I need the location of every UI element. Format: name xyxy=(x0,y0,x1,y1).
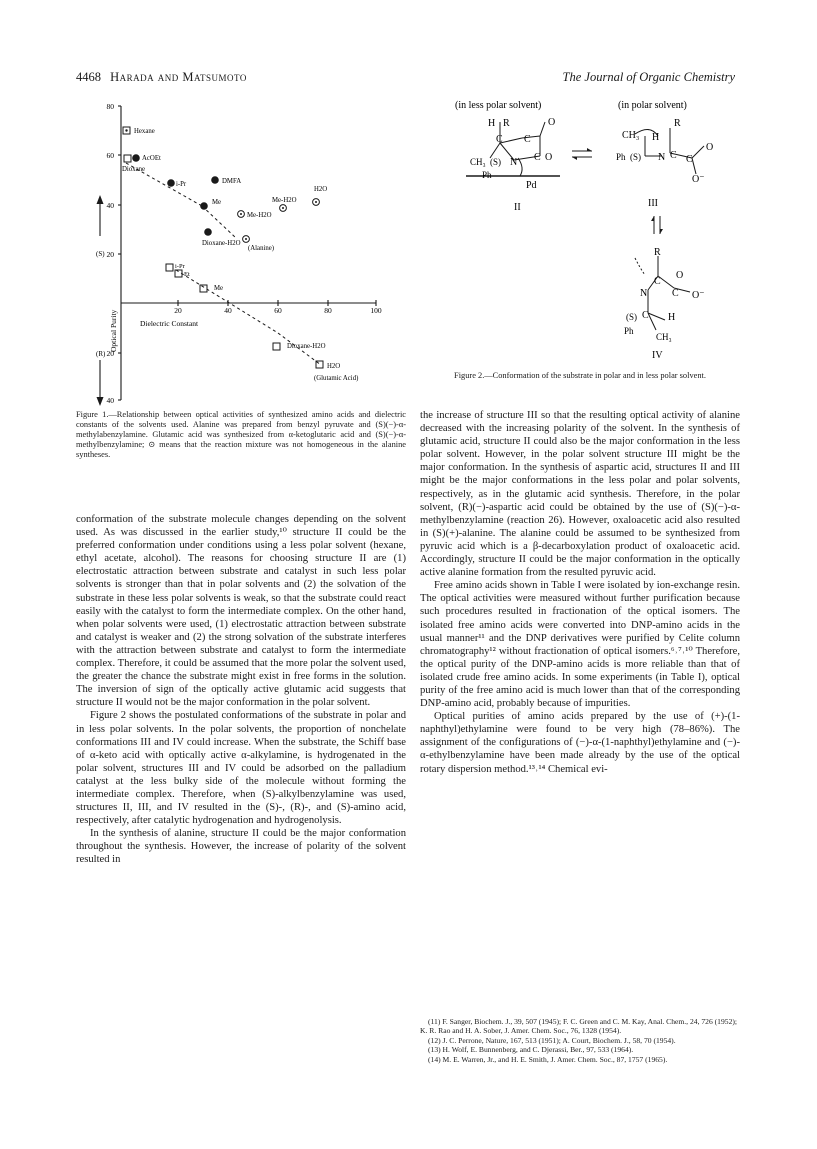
svg-text:O: O xyxy=(545,152,553,163)
y-axis-label: Optical Purity xyxy=(109,309,118,352)
svg-text:O⁻: O⁻ xyxy=(692,174,705,185)
paragraph: Figure 2 shows the postulated conformations of the substrate in polar and in less polar solvents. In the polar solvents, the proportion of nonchelate conformations III and IV could increase. When the substrate, the Schiff base of α-keto acid with optically active α-alkylamine, is hydrogenated in the polar solvent, structures III and IV could be adsorbed on the palladium catalyst at the less bulky side of the molecule without forming the intermediate complex. Therefore, when (S)-alkylbenzylamine was used, structures II, III, and IV resulted in the (S)-, (R)-, and (S)-amino acid, respectively, after catalytic hydrogenation and hydrogenolysis. xyxy=(76,710,406,827)
journal-title: The Journal of Organic Chemistry xyxy=(562,70,735,84)
x-axis-label: Dielectric Constant xyxy=(140,319,199,328)
paragraph: Free amino acids shown in Table I were isolated by ion-exchange resin. The optical activities were measured without further purification because such procedures resulted in fractionation of the optical isomers. The isolated free amino acids were converted into DNP-amino acids in the usual manner¹¹ and the DNP derivatives were purified by Celite column chromatography¹² without fractionation of optical isomers.⁶˒⁷˒¹⁰ Therefore, the optical purity of the DNP-amino acids is more reliable than that of isolated crude free amino acids. In some experiments (in Table I), optical purity of the free amino acid is much lower than that of the corresponding DNP-amino acid, probably because of impurities. xyxy=(420,580,740,710)
svg-text:H: H xyxy=(668,312,676,323)
reference-12: (12) J. C. Perrone, Nature, 167, 513 (1951); A. Court, Biochem. J., 58, 70 (1954). xyxy=(428,1035,676,1045)
reference-13: (13) H. Wolf, E. Bunnenberg, and C. Djerassi, Ber., 97, 533 (1964). xyxy=(428,1045,634,1055)
svg-text:C: C xyxy=(524,134,531,145)
svg-text:O: O xyxy=(706,142,714,153)
svg-text:H: H xyxy=(652,132,660,143)
svg-text:N: N xyxy=(658,152,666,163)
x-tick-100: 100 xyxy=(370,306,382,315)
left-column xyxy=(76,513,406,867)
label-dmfa: DMFA xyxy=(222,178,242,185)
svg-text:(S): (S) xyxy=(490,157,501,167)
page-number: 4468 xyxy=(76,70,101,84)
label-h2o-low: H2O xyxy=(327,363,341,370)
svg-text:C: C xyxy=(672,288,679,299)
label-less-polar: (in less polar solvent) xyxy=(455,100,542,111)
label-hexane: Hexane xyxy=(134,128,155,135)
label-alanine: (Alanine) xyxy=(248,245,275,252)
svg-text:Ph: Ph xyxy=(616,152,626,162)
paragraph: Optical purities of amino acids prepared by the use of (+)-(1-naphthyl)ethylamine were found to be very high (78–86%). The assignment of the configurations of (−)-α-(1-naphthyl)ethylamine and (−)-α-ethylbenzylamine have been made already by the use of the optical rotary dispersion method.¹³˒¹⁴ Chemical evi- xyxy=(420,711,740,775)
paragraph: the increase of structure III so that the resulting optical activity of alanine decreased with the increasing polarity of the solvent. In the synthesis of glutamic acid, structure II could also be the major conformation in the less polar solvent. However, in the polar solvent structure III might be the major conformation. In the synthesis of aspartic acid, structures II and III might be the major conformations in the less polar and polar solvents, respectively, as in the glutamic acid synthesis. Therefore, in the polar solvent, (R)(−)-aspartic acid could be obtained by the use of (S)(−)-α-methylbenzylamine (reaction 26). However, oxaloacetic acid also resulted in (S)(+)-alanine. The alanine could be assumed to be synthesized from pyruvic acid which is a β-decarboxylation product of oxaloacetic acid. Accordingly, structure II could be the major conformation in the optically active alanine formation from the resulted pyruvic acid. xyxy=(420,410,740,579)
figure-1-caption: Figure 1.—Relationship between optical activities of synthesized amino acids and dielectric constants of the solvents used. Alanine was prepared from benzyl pyruvate and (S)(−)-α-methylabenzylamine. Glutamic acid was synthesized from α-ketoglutaric acid and (S)(−)-α-methylbenzylamine; ⊙ means that the reaction mixture was not homogeneous in the alanine syntheses. xyxy=(76,410,406,459)
svg-text:C: C xyxy=(670,150,677,161)
y-tick-20: 20 xyxy=(106,250,114,259)
paragraph: conformation of the substrate molecule changes depending on the solvent used. As was discussed in the earlier study,¹⁰ structure II could be the preferred conformation under conditions using a less polar solvent (hexane, ethyl acetate, alcohol). The reasons for choosing structure II are (1) electrostatic attraction between substrate and catalyst in such less polar solvents is stronger than that in polar solvents and (2) the solvation of the substrate in these less polar solvents is weak, so that the substrate could react easily with the catalyst to form the intermediate complex. On the other hand, when polar solvents were used, (1) electrostatic attraction between substrate and catalyst is weaker and (2) the strong solvation of the substrate interferes with the attraction between substrate and catalyst to form the intermediate complex. Therefore, it could be assumed that the more polar the solvent used, the greater the chance the substrate might exist in free forms in the solution. The inversion of sign of the optically active glutamic acid suggests that structure II would not be the major conformation in the polar solvent. xyxy=(76,514,406,709)
r-label: (R) xyxy=(96,350,106,358)
svg-text:Ph: Ph xyxy=(482,170,492,180)
header-authors: Harada and Matsumoto xyxy=(110,70,247,84)
figure-1-plot xyxy=(76,98,416,408)
point-acoet xyxy=(132,154,140,162)
reference-14: (14) M. E. Warren, Jr., and H. E. Smith, J. Amer. Chem. Soc., 87, 1757 (1965). xyxy=(428,1054,668,1064)
svg-text:CH₃: CH₃ xyxy=(470,157,486,167)
label-h2o-top: H2O xyxy=(314,186,328,193)
right-column xyxy=(420,409,740,776)
y-tick-40-r: 40 xyxy=(106,396,114,405)
point-hexane xyxy=(123,127,130,134)
label-glutamic: (Glutamic Acid) xyxy=(314,375,359,382)
label-et-low: Et xyxy=(184,271,190,278)
svg-text:C: C xyxy=(534,152,541,163)
label-acoet: AcOEt xyxy=(142,155,161,162)
reference-11: (11) F. Sanger, Biochem. J., 39, 507 (1945); F. C. Green and C. M. Kay, Anal. Chem., 24, 726 (1952); K. R. Rao and H. A. Sober, J. Amer. Chem. Soc., 76, 1328 (1954). xyxy=(420,1017,738,1036)
figure-2-caption: Figure 2.—Conformation of the substrate in polar and in less polar solvent. xyxy=(454,371,706,380)
svg-text:(S): (S) xyxy=(626,312,637,322)
figure-2-structures xyxy=(430,98,750,368)
point-me-h2o-mid xyxy=(238,211,245,218)
label-dioxane-h2o: Dioxane-H2O xyxy=(202,240,241,247)
point-ipr xyxy=(167,179,175,187)
svg-text:O⁻: O⁻ xyxy=(692,290,705,301)
label-ii: II xyxy=(514,202,521,213)
point-dioxane-h2o-low xyxy=(273,343,280,350)
point-dioxane-sq xyxy=(124,155,131,162)
svg-text:R: R xyxy=(674,118,681,129)
x-tick-20: 20 xyxy=(174,306,182,315)
svg-text:C: C xyxy=(686,154,693,165)
point-h2o-top xyxy=(313,199,320,206)
x-tick-60: 60 xyxy=(274,306,282,315)
label-ipr: i-Pr xyxy=(176,181,187,188)
svg-text:R: R xyxy=(654,247,661,258)
label-iv: IV xyxy=(652,350,663,361)
y-tick-20-r: 20 xyxy=(106,349,114,358)
running-header-left xyxy=(76,70,247,85)
label-dioxane: Dioxane xyxy=(122,166,146,173)
svg-text:O: O xyxy=(548,117,556,128)
point-me-h2o xyxy=(280,205,287,212)
paragraph: In the synthesis of alanine, structure II could be the major conformation throughout the synthesis. However, the increase of polarity of the solvent resulted in xyxy=(76,828,406,866)
svg-text:H: H xyxy=(488,118,496,129)
label-me: Me xyxy=(212,199,222,206)
y-tick-80: 80 xyxy=(106,102,114,111)
label-me-h2o-mid: Me-H2O xyxy=(247,212,272,219)
label-dioxane-h2o-low: Dioxane-H2O xyxy=(287,343,326,350)
label-ipr-low: i-Pr xyxy=(175,263,185,270)
svg-text:C: C xyxy=(642,310,649,321)
svg-text:R: R xyxy=(503,118,510,129)
point-me xyxy=(200,202,208,210)
svg-text:CH₃: CH₃ xyxy=(622,130,640,141)
svg-text:Ph: Ph xyxy=(624,326,634,336)
x-tick-80: 80 xyxy=(324,306,332,315)
point-dmfa xyxy=(211,176,219,184)
point-ipr-low xyxy=(166,264,173,271)
label-me-low: Me xyxy=(214,285,224,292)
y-tick-40: 40 xyxy=(106,201,114,210)
svg-text:O: O xyxy=(676,270,684,281)
svg-text:N: N xyxy=(640,288,648,299)
x-tick-40: 40 xyxy=(224,306,232,315)
point-dioxane-h2o xyxy=(204,228,212,236)
label-me-h2o: Me-H2O xyxy=(272,197,297,204)
label-iii: III xyxy=(648,198,658,209)
svg-text:(S): (S) xyxy=(630,152,641,162)
svg-text:N: N xyxy=(510,157,518,168)
s-label: (S) xyxy=(96,250,105,258)
label-pd: Pd xyxy=(526,180,537,191)
label-polar: (in polar solvent) xyxy=(618,100,687,111)
svg-text:C: C xyxy=(496,134,503,145)
point-alanine-end xyxy=(243,236,250,243)
references xyxy=(420,1017,740,1064)
svg-text:C: C xyxy=(654,276,661,287)
point-me-low xyxy=(200,285,207,292)
svg-text:CH₃: CH₃ xyxy=(656,332,672,342)
y-tick-60: 60 xyxy=(106,151,114,160)
